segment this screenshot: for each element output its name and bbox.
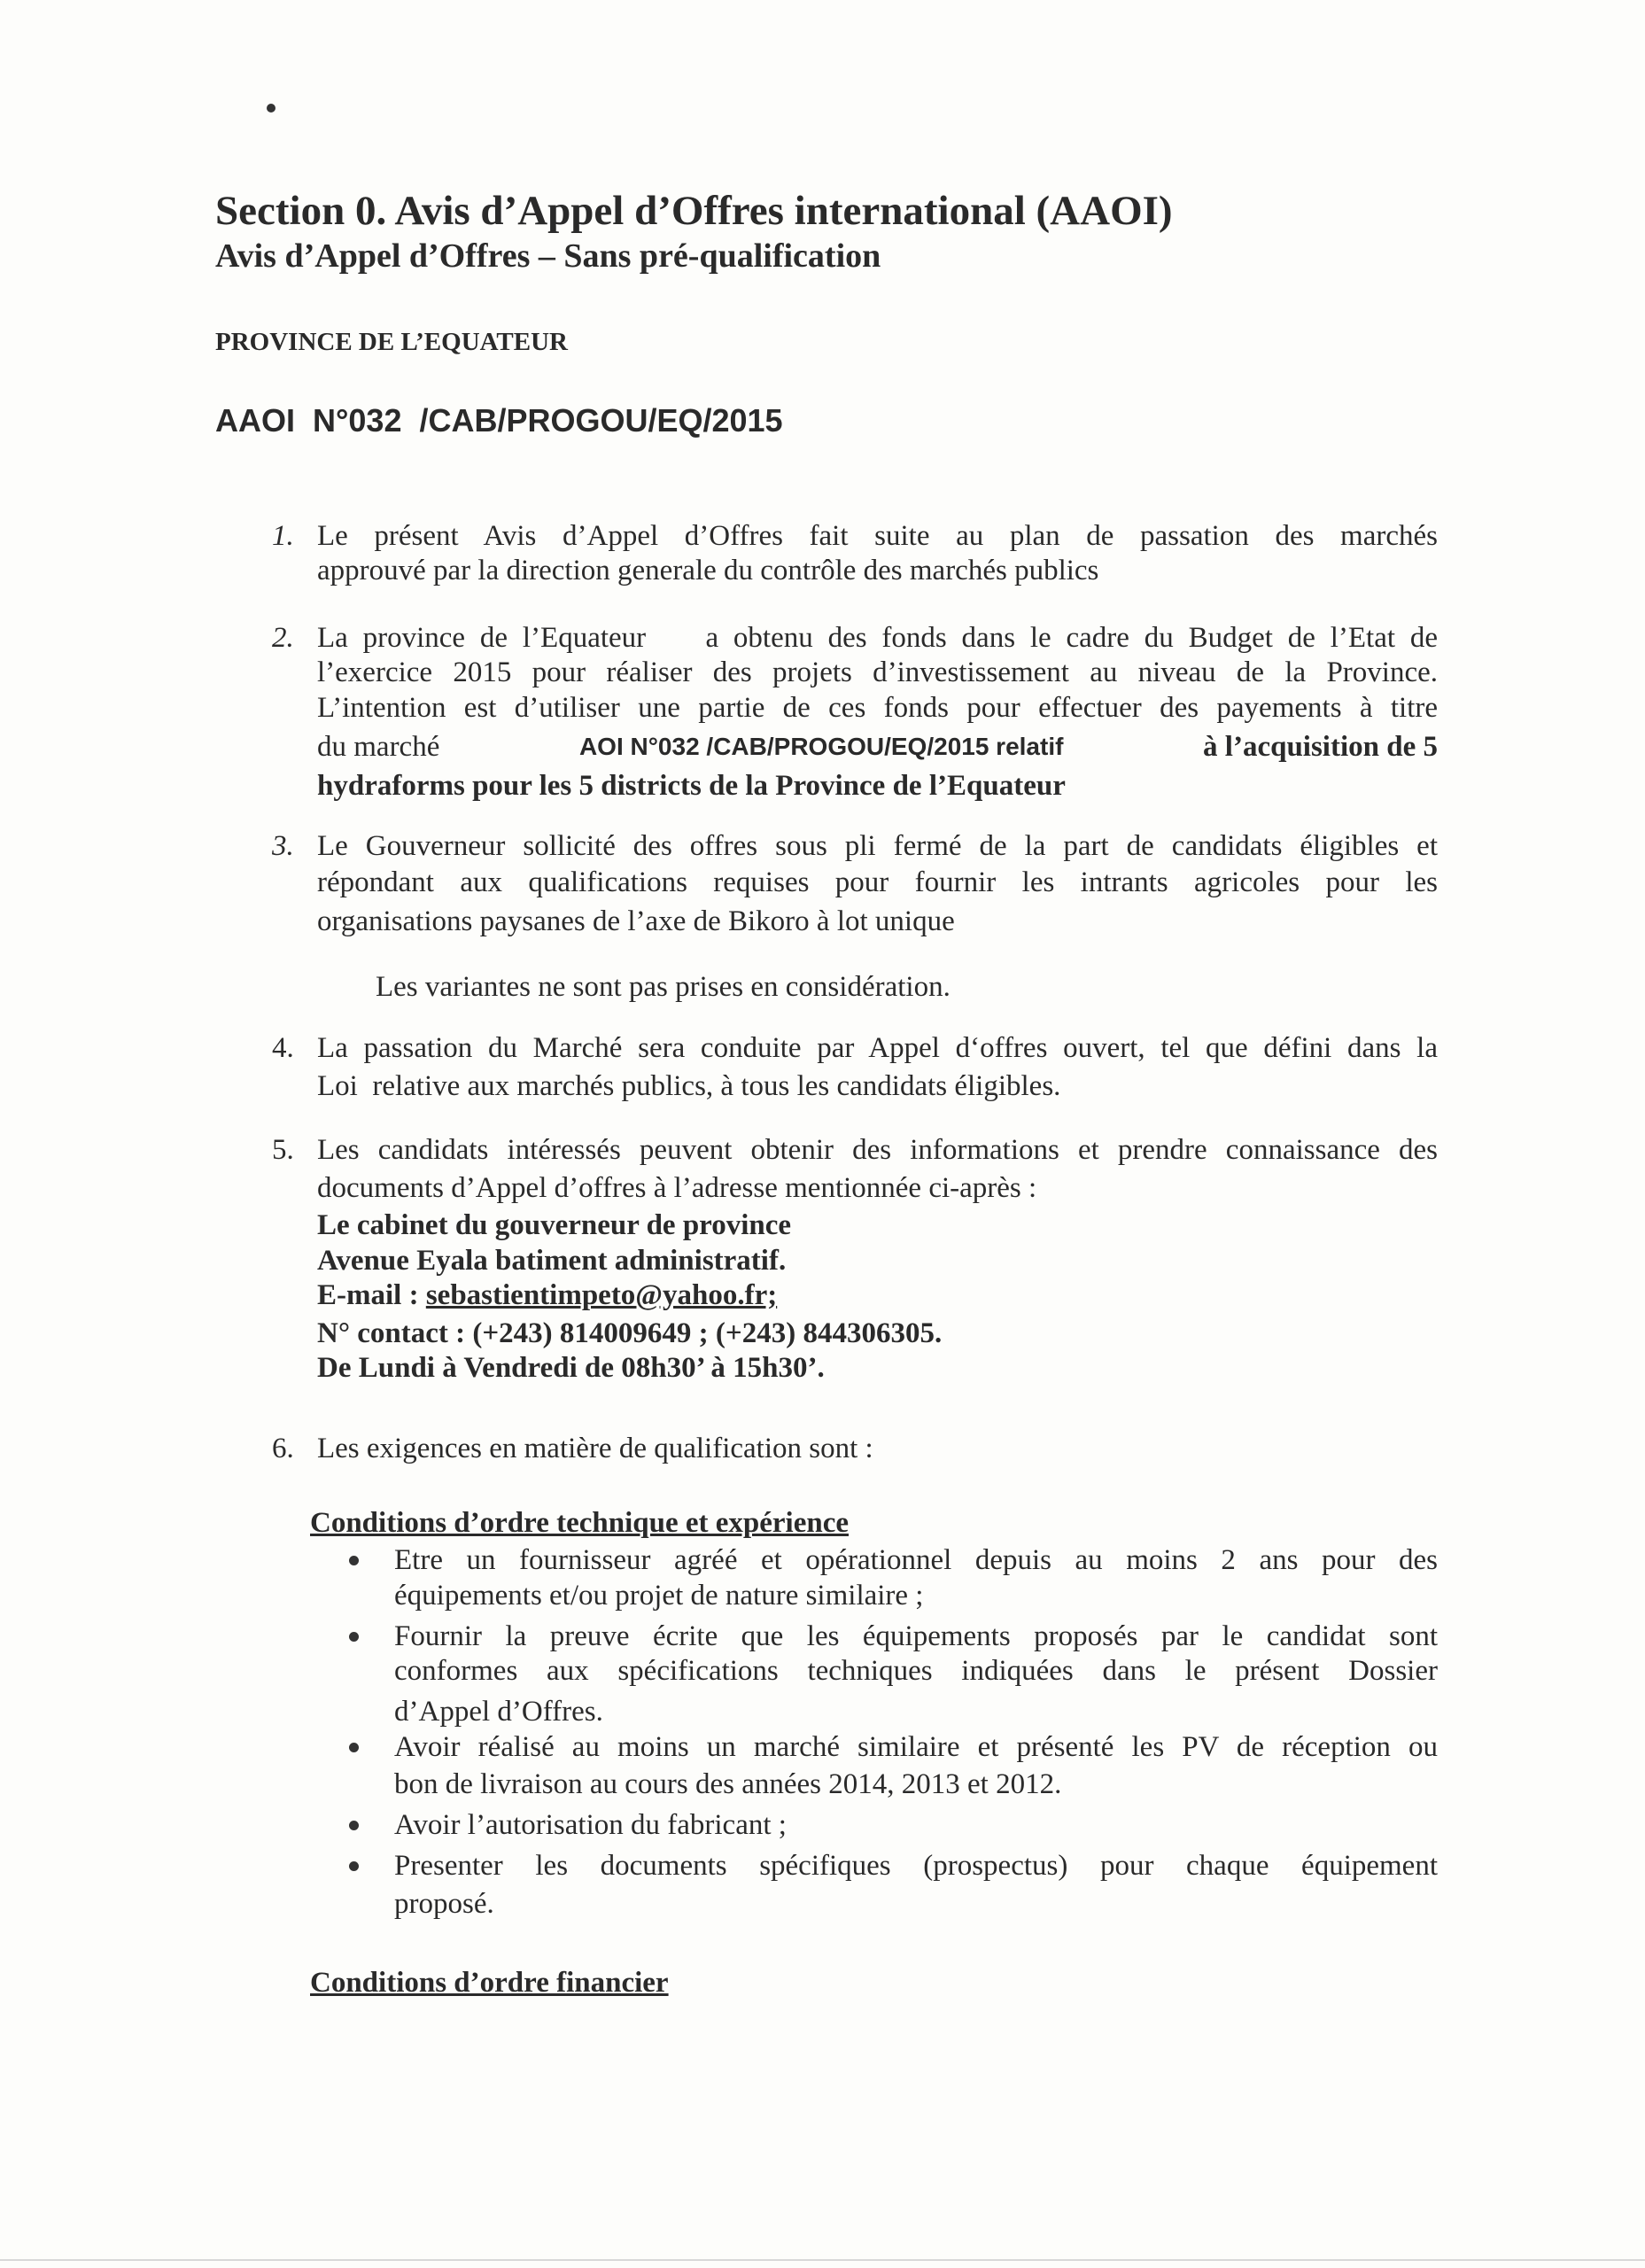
bullet-line: conformes aux spécifications techniques indiquées dans le présent Dossier — [394, 1655, 1438, 1687]
bullet-line: Avoir réalisé au moins un marché similaire et présenté les PV de réception ou — [394, 1731, 1438, 1763]
email-line — [317, 1278, 1438, 1313]
item-6-line: Les exigences en matière de qualification sont : — [317, 1433, 873, 1464]
item-3-line: Le Gouverneur sollicité des offres sous pli fermé de la part de candidats éligibles et — [317, 830, 1438, 862]
bullet-icon — [349, 1556, 359, 1565]
item-number: 1. — [272, 520, 294, 552]
item-2-line: La province de l’Equateur a obtenu des fonds dans le cadre du Budget de l’Etat de — [317, 622, 1438, 654]
item-1-line: Le présent Avis d’Appel d’Offres fait suite au plan de passation des marchés — [317, 520, 1438, 552]
address-line: Le cabinet du gouverneur de province — [317, 1209, 792, 1241]
item-1-line: approuvé par la direction generale du contrôle des marchés publics — [317, 555, 1099, 586]
item-4-line: Loi relative aux marchés publics, à tous les candidats éligibles. — [317, 1070, 1061, 1102]
tender-reference: AAOI N°032 /CAB/PROGOU/EQ/2015 — [215, 402, 783, 439]
item-2-text: à l’acquisition de 5 — [1203, 731, 1438, 763]
bullet-line: d’Appel d’Offres. — [394, 1696, 603, 1728]
scan-dot — [267, 104, 275, 113]
email-label: E-mail : — [317, 1279, 426, 1311]
item-5-line: Les candidats intéressés peuvent obtenir des informations et prendre connaissance des — [317, 1134, 1438, 1166]
item-2-line: L’intention est d’utiliser une partie de ces fonds pour effectuer des payements à titre — [317, 692, 1438, 724]
bullet-line: proposé. — [394, 1888, 494, 1920]
bullet-line: Fournir la preuve écrite que les équipements proposés par le candidat sont — [394, 1620, 1438, 1652]
province-heading: PROVINCE DE L’EQUATEUR — [215, 328, 568, 356]
item-3-line: organisations paysanes de l’axe de Bikoro à lot unique — [317, 905, 955, 937]
item-number: 4. — [272, 1032, 294, 1064]
bullet-icon — [349, 1821, 359, 1830]
item-5-line: documents d’Appel d’offres à l’adresse mentionnée ci-après : — [317, 1172, 1037, 1204]
section-subtitle: Avis d’Appel d’Offres – Sans pré-qualification — [215, 237, 881, 275]
section-title: Section 0. Avis d’Appel d’Offres international (AAOI) — [215, 188, 1173, 234]
bullet-line: Presenter les documents spécifiques (prospectus) pour chaque équipement — [394, 1850, 1438, 1882]
item-2-text: du marché — [317, 731, 440, 763]
financial-conditions-heading: Conditions d’ordre financier — [310, 1967, 669, 1999]
item-number: 6. — [272, 1433, 294, 1464]
address-line: Avenue Eyala batiment administratif. — [317, 1245, 787, 1277]
technical-conditions-heading: Conditions d’ordre technique et expérience — [310, 1507, 850, 1539]
bullet-icon — [349, 1743, 359, 1752]
bullet-icon — [349, 1632, 359, 1642]
item-4-line: La passation du Marché sera conduite par Appel d‘offres ouvert, tel que défini dans la — [317, 1032, 1438, 1064]
item-number: 5. — [272, 1134, 294, 1166]
bullet-line: Etre un fournisseur agréé et opérationnel depuis au moins 2 ans pour des — [394, 1544, 1438, 1576]
bullet-line: Avoir l’autorisation du fabricant ; — [394, 1809, 787, 1841]
item-3-line: répondant aux qualifications requises pour fournir les intrants agricoles pour les — [317, 866, 1438, 898]
scan-edge-line — [0, 2259, 1645, 2261]
contact-line: N° contact : (+243) 814009649 ; (+243) 844306305. — [317, 1317, 943, 1349]
item-3-note: Les variantes ne sont pas prises en considération. — [376, 971, 951, 1003]
item-2-line: hydraforms pour les 5 districts de la Province de l’Equateur — [317, 770, 1066, 802]
bullet-line: bon de livraison au cours des années 2014, 2013 et 2012. — [394, 1768, 1062, 1800]
item-2-line: l’exercice 2015 pour réaliser des projets d’investissement au niveau de la Province. — [317, 656, 1438, 688]
item-number: 3. — [272, 830, 294, 862]
bullet-line: équipements et/ou projet de nature similaire ; — [394, 1580, 924, 1612]
item-2-line — [317, 729, 1438, 765]
hours-line: De Lundi à Vendredi de 08h30’ à 15h30’. — [317, 1352, 825, 1384]
item-2-market-ref: AOI N°032 /CAB/PROGOU/EQ/2015 relatif — [578, 733, 1064, 760]
item-number: 2. — [272, 622, 294, 654]
bullet-icon — [349, 1861, 359, 1871]
email-link[interactable]: sebastientimpeto@yahoo.fr; — [425, 1279, 778, 1311]
